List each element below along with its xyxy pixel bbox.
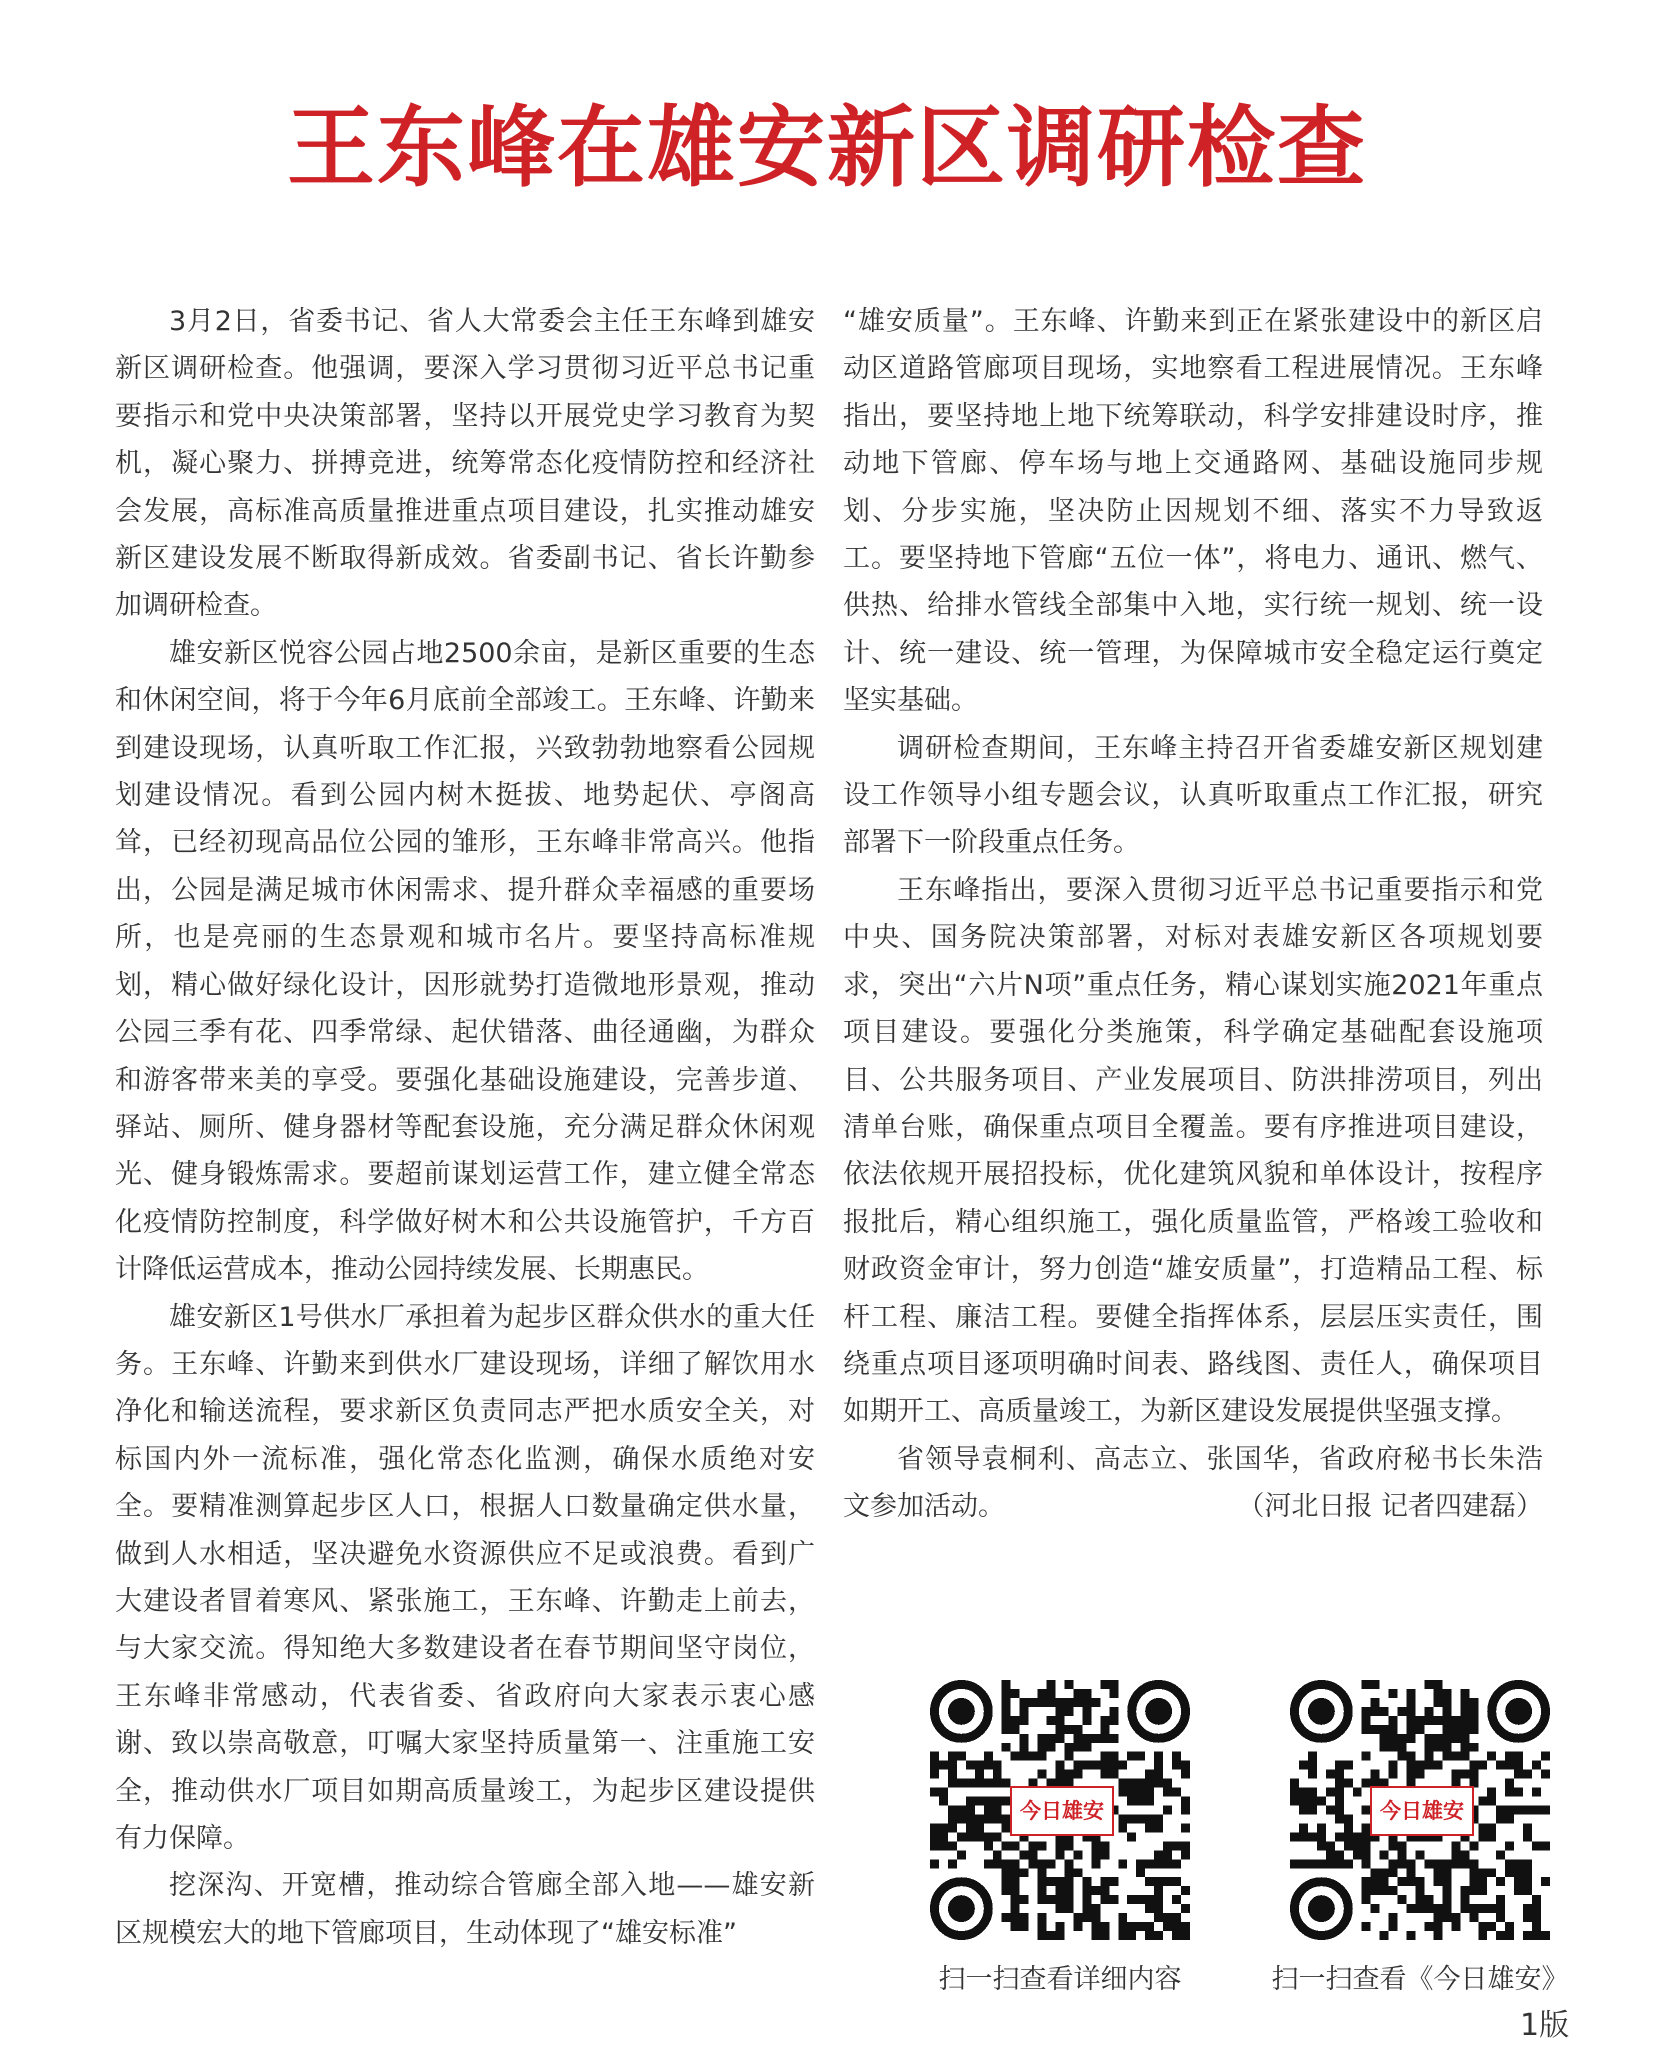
- page-number: 1版: [1520, 2008, 1570, 2043]
- paragraph: 3月2日，省委书记、省人大常委会主任王东峰到雄安新区调研检查。他强调，要深入学习贯彻习近平总书记重要指示和党中央决策部署，坚持以开展党史学习教育为契机，凝心聚力、拼搏竞进，统筹常态化疫情防控和经济社会发展，高标准高质量推进重点项目建设，扎实推动雄安新区建设发展不断取得新成效。省委副书记、省长许勤参加调研检查。: [115, 306, 815, 622]
- paragraph: 调研检查期间，王东峰主持召开省委雄安新区规划建设工作领导小组专题会议，认真听取重点工作汇报，研究部署下一阶段重点任务。: [843, 732, 1543, 859]
- qr-code-today-xiongan[interactable]: [1290, 1680, 1550, 1940]
- byline: （河北日报 记者四建磊）: [1237, 1491, 1543, 1523]
- paragraph: 王东峰指出，要深入贯彻习近平总书记重要指示和党中央、国务院决策部署，对标对表雄安新区各项规划要求，突出“六片N项”重点任务，精心谋划实施2021年重点项目建设。要强化分类施策，科学确定基础配套设施项目、公共服务项目、产业发展项目、防洪排涝项目，列出清单台账，确保重点项目全覆盖。要有序推进项目建设，依法依规开展招投标，优化建筑风貌和单体设计，按程序报批后，精心组织施工，强化质量监管，严格竣工验收和财政资金审计，努力创造“雄安质量”，打造精品工程、标杆工程、廉洁工程。要健全指挥体系，层层压实责任，围绕重点项目逐项明确时间表、路线图、责任人，确保项目如期开工、高质量竣工，为新区建设发展提供坚强支撑。: [843, 874, 1543, 1428]
- paragraph: 挖深沟、开宽槽，推动综合管廊全部入地——雄安新区规模宏大的地下管廊项目，生动体现了“雄安标准”: [115, 1870, 815, 1949]
- paragraph: 雄安新区悦容公园占地2500余亩，是新区重要的生态和休闲空间，将于今年6月底前全部竣工。王东峰、许勤来到建设现场，认真听取工作汇报，兴致勃勃地察看公园规划建设情况。看到公园内树木挺拔、地势起伏、亭阁高耸，已经初现高品位公园的雏形，王东峰非常高兴。他指出，公园是满足城市休闲需求、提升群众幸福感的重要场所，也是亮丽的生态景观和城市名片。要坚持高标准规划，精心做好绿化设计，因形就势打造微地形景观，推动公园三季有花、四季常绿、起伏错落、曲径通幽，为群众和游客带来美的享受。要强化基础设施建设，完善步道、驿站、厕所、健身器材等配套设施，充分满足群众休闲观光、健身锻炼需求。要超前谋划运营工作，建立健全常态化疫情防控制度，科学做好树木和公共设施管护，千方百计降低运营成本，推动公园持续发展、长期惠民。: [115, 637, 815, 1286]
- article-column-right: [843, 298, 1543, 1531]
- paragraph: 雄安新区1号供水厂承担着为起步区群众供水的重大任务。王东峰、许勤来到供水厂建设现场，详细了解饮用水净化和输送流程，要求新区负责同志严把水质安全关，对标国内外一流标准，强化常态化监测，确保水质绝对安全。要精准测算起步区人口，根据人口数量确定供水量，做到人水相适，坚决避免水资源供应不足或浪费。看到广大建设者冒着寒风、紧张施工，王东峰、许勤走上前去，与大家交流。得知绝大多数建设者在春节期间坚守岗位，王东峰非常感动，代表省委、省政府向大家表示衷心感谢、致以崇高敬意，叮嘱大家坚持质量第一、注重施工安全，推动供水厂项目如期高质量竣工，为起步区建设提供有力保障。: [115, 1301, 815, 1854]
- paragraph-text: 省领导袁桐利、高志立、张国华，省政府秘书长朱浩文参加活动。: [843, 1443, 1543, 1523]
- paragraph-continued: “雄安质量”。王东峰、许勤来到正在紧张建设中的新区启动区道路管廊项目现场，实地察看工程进展情况。王东峰指出，要坚持地上地下统筹联动，科学安排建设时序，推动地下管廊、停车场与地上交通路网、基础设施同步规划、分步实施，坚决防止因规划不细、落实不力导致返工。要坚持地下管廊“五位一体”，将电力、通讯、燃气、供热、给排水管线全部集中入地，实行统一规划、统一设计、统一建设、统一管理，为保障城市安全稳定运行奠定坚实基础。: [843, 306, 1543, 717]
- headline: 王东峰在雄安新区调研检查: [286, 95, 1367, 199]
- qr-code-details[interactable]: [930, 1680, 1190, 1940]
- qr-caption-details: 扫一扫查看详细内容: [938, 1964, 1182, 1995]
- paragraph-closing: [843, 1436, 1543, 1531]
- qr-logo-badge: 今日雄安: [1010, 1786, 1114, 1836]
- qr-logo-badge: 今日雄安: [1370, 1786, 1474, 1836]
- article-column-left: [115, 298, 815, 1957]
- qr-caption-today-xiongan: 扫一扫查看《今日雄安》: [1271, 1964, 1569, 1995]
